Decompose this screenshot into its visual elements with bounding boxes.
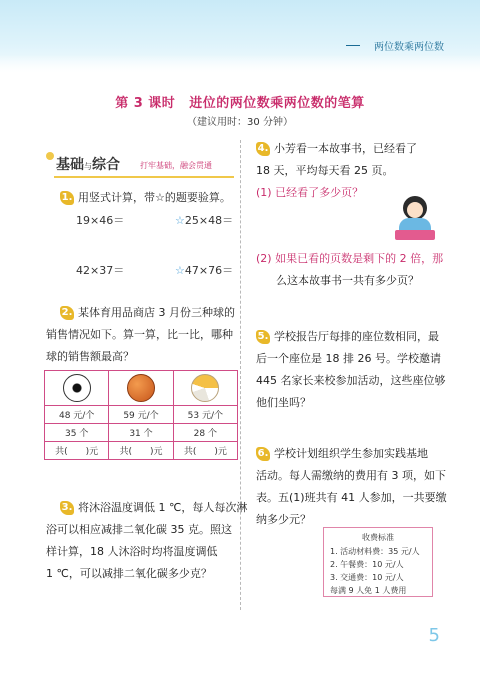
question-5-line: 他们坐吗？ [256,396,311,409]
question-4-sub2: (2) 如果已看的页数是剩下的 2 倍，那 [256,252,444,265]
time-hint: （建议用时：30 分钟） [187,117,293,128]
question-4: 4. 小芳看一本故事书，已经看了 [257,142,417,155]
count-cell: 31 个 [109,424,173,442]
question-number: 3. [61,502,73,513]
question-4-sub1: (1) 已经看了多少页？ [256,186,364,199]
question-number: 4. [257,143,269,154]
section-banner [44,152,234,178]
question-5-line: 后一个座位是 18 排 26 号。学校邀请 [256,352,441,365]
total-cell[interactable]: 共( )元 [109,442,173,460]
fee-line: 2. 午餐费：10 元/人 [330,560,404,569]
question-2: 2. 某体育用品商店 3 月份三种球的 [61,306,235,319]
column-divider [240,140,241,610]
question-1 [60,187,231,209]
volleyball-icon [191,374,219,402]
fee-title: 收费标准 [362,533,394,542]
basketball-icon [127,374,155,402]
price-cell: 48 元/个 [45,406,109,424]
banner-dot-icon [46,152,54,160]
question-text: 用竖式计算，带☆的题要验算。 [78,191,231,204]
fee-line: 每满 9 人免 1 人费用 [330,586,407,595]
total-cell[interactable]: 共( )元 [173,442,237,460]
question-5: 5. 学校报告厅每排的座位数相同，最 [257,330,439,343]
ball-sales-table [44,370,238,460]
calc-item: ☆47×76＝ [175,264,234,277]
question-number: 5. [257,331,269,342]
question-3-line: 1 ℃，可以减排二氧化碳多少克？ [46,567,212,580]
price-cell: 53 元/个 [173,406,237,424]
question-2-line: 球的销售额最高？ [46,350,134,363]
question-2-line: 销售情况如下。算一算，比一比，哪种 [46,328,233,341]
question-6-line: 活动。每人需缴纳的费用有 3 项，如下 [256,469,446,482]
calc-item: ☆25×48＝ [175,214,234,227]
lesson-number: 第 3 课时 [115,96,176,111]
lesson-name: 进位的两位数乘两位数的笔算 [189,96,365,111]
fee-line: 3. 交通费：10 元/人 [330,573,404,582]
question-5-line: 445 名家长来校参加活动，这些座位够 [256,374,446,387]
chapter-title: 两位数乘两位数 [374,42,444,53]
question-3-line: 样计算，18 人沐浴时均将温度调低 [46,545,218,558]
header-dash [346,45,360,46]
lesson-title [0,92,480,111]
section-title: 基础与综合 [56,157,120,173]
fee-line: 1. 活动材料费：35 元/人 [330,547,420,556]
reading-girl-illustration [395,196,435,242]
calc-item: 19×46＝ [76,214,125,227]
question-3-line: 浴可以相应减排二氧化碳 35 克。照这 [46,523,232,536]
question-number: 1. [61,192,73,203]
banner-line [54,176,234,178]
price-cell: 59 元/个 [109,406,173,424]
total-cell[interactable]: 共( )元 [45,442,109,460]
count-cell: 28 个 [173,424,237,442]
page-number: 5 [428,625,440,646]
calc-item: 42×37＝ [76,264,125,277]
section-subtitle: 打牢基础，融会贯通 [140,161,212,170]
question-6-line: 表。五(1)班共有 41 人参加，一共要缴 [256,491,447,504]
question-number: 2. [61,307,73,318]
count-cell: 35 个 [45,424,109,442]
header-band [0,0,480,72]
question-number: 6. [257,448,269,459]
question-4-sub2-line: 么这本故事书一共有多少页？ [276,274,419,287]
question-6: 6. 学校计划组织学生参加实践基地 [257,447,428,460]
soccer-ball-icon [63,374,91,402]
fee-standard-box [323,527,433,597]
question-4-line: 18 天，平均每天看 25 页。 [256,164,394,177]
question-6-line: 纳多少元？ [256,513,311,526]
question-3: 3. 将沐浴温度调低 1 ℃，每人每次淋 [61,501,248,514]
